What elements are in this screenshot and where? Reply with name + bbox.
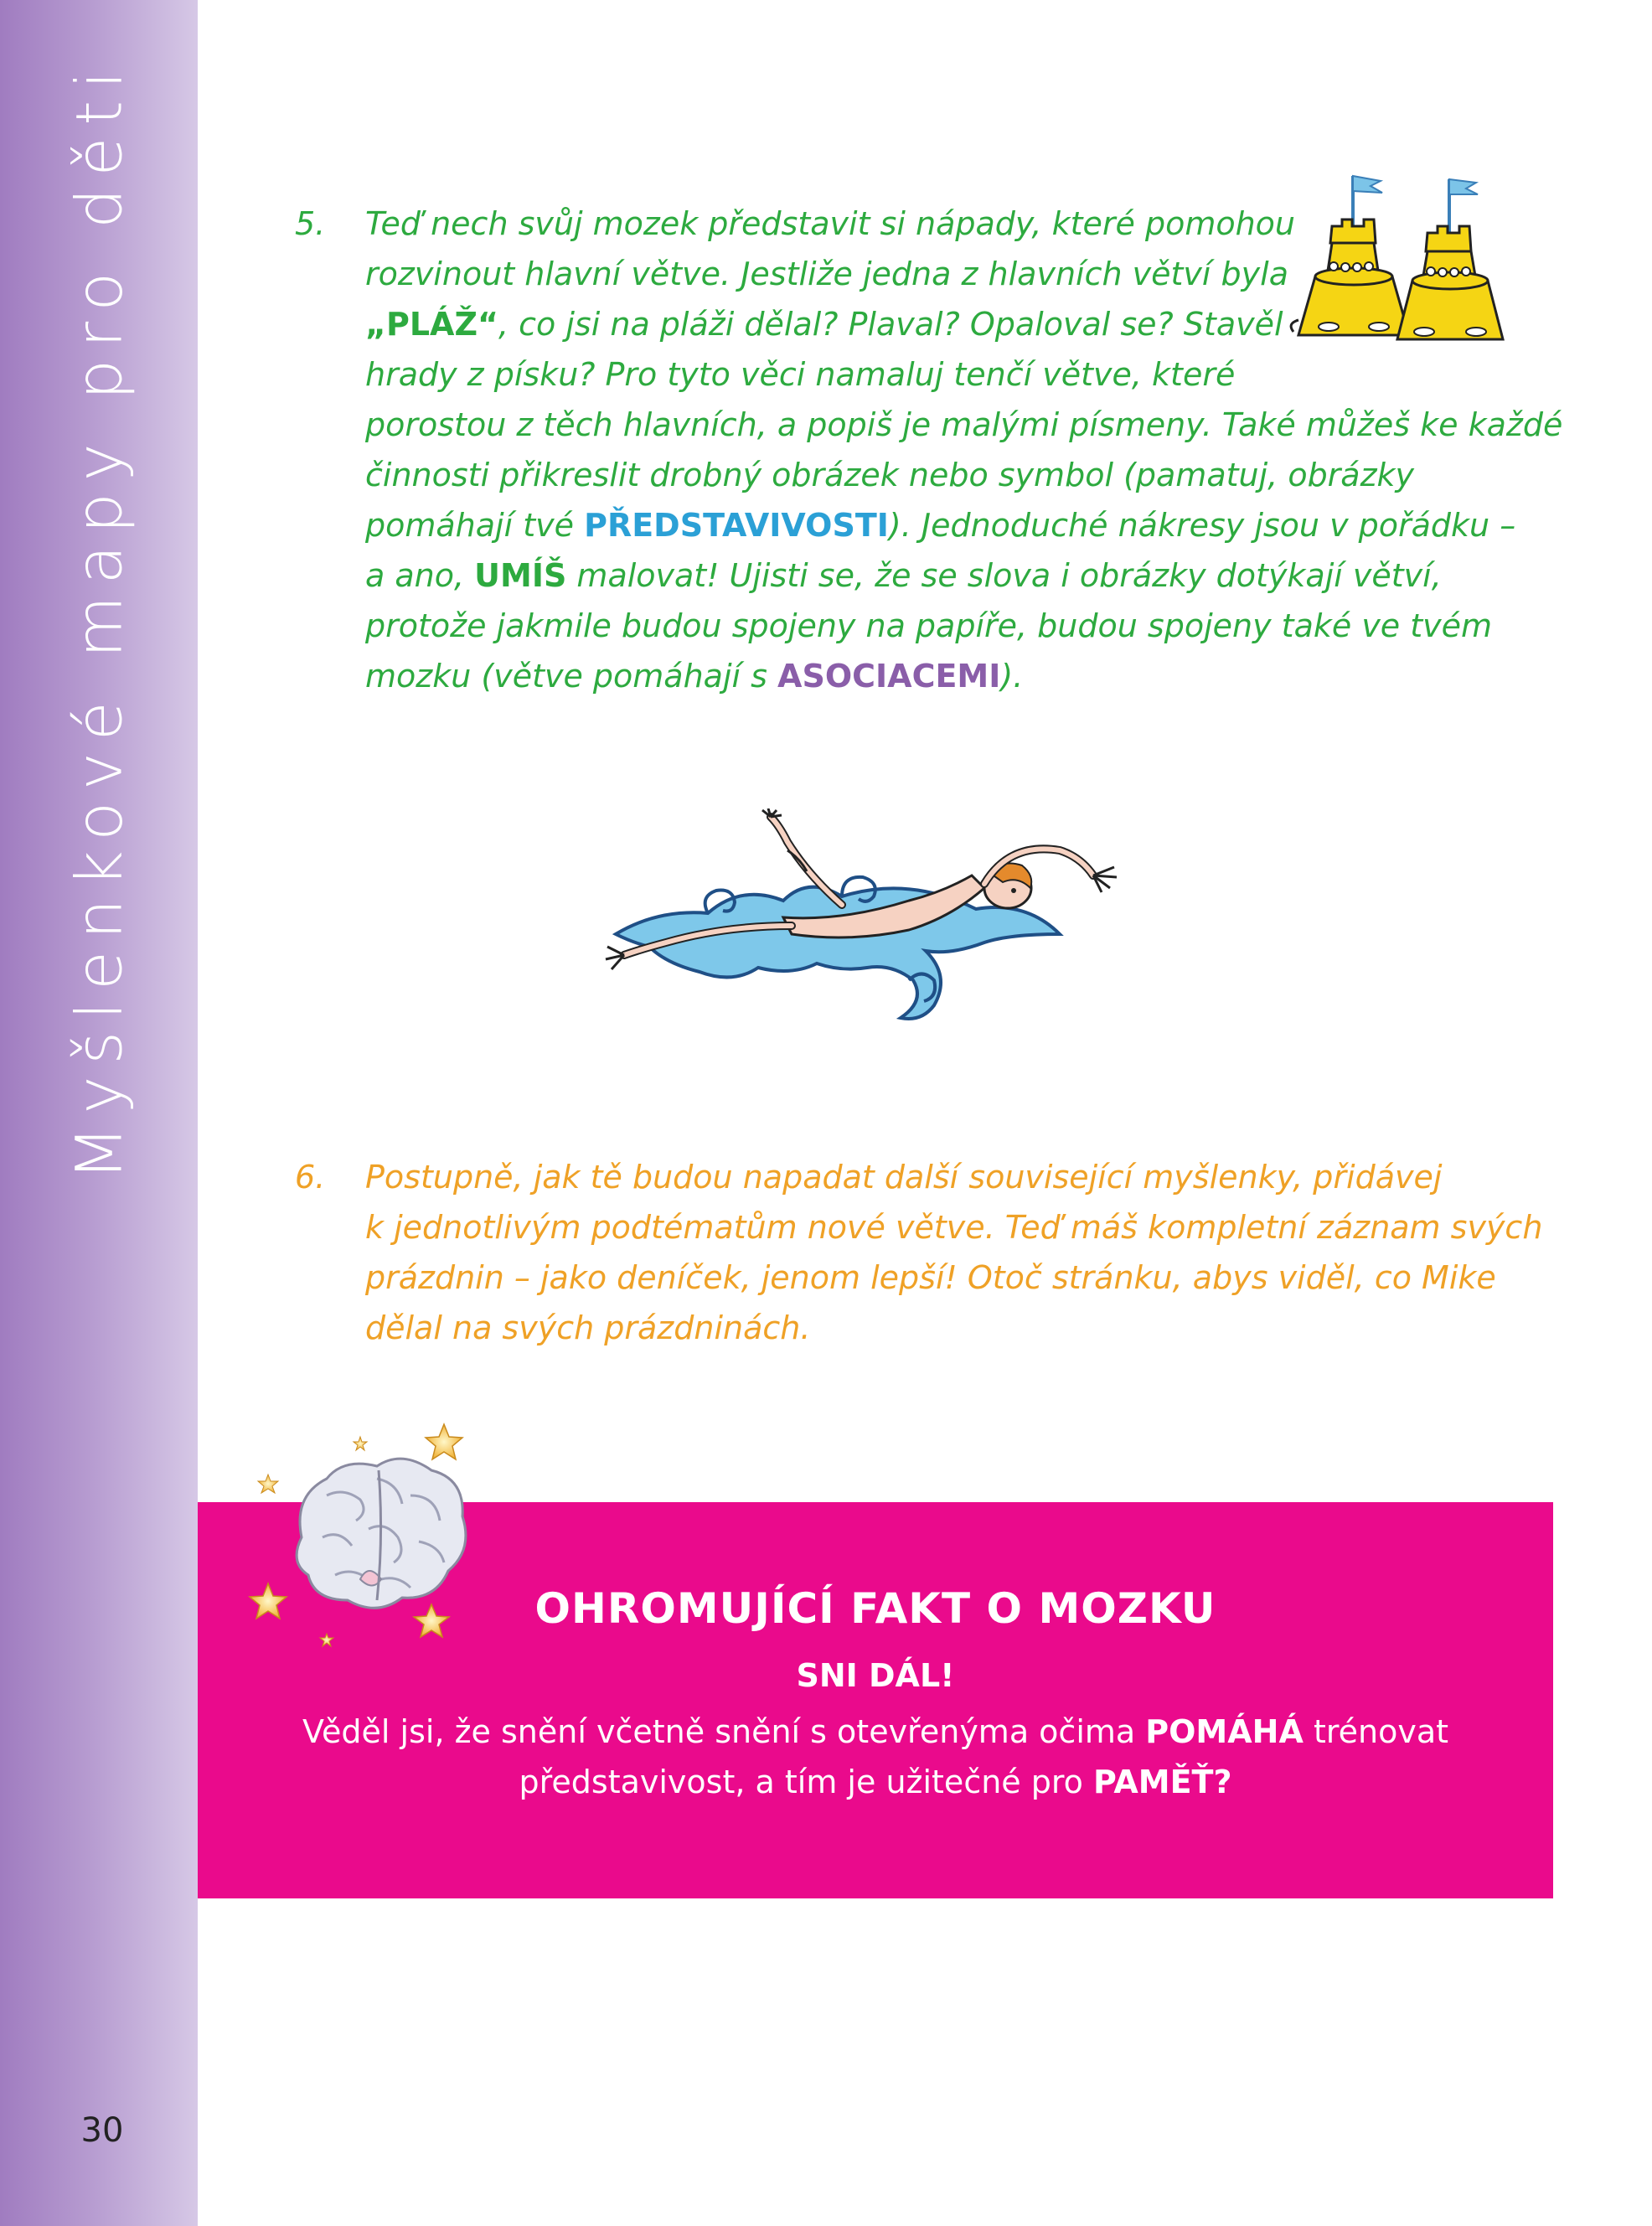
fact-subtitle: SNI DÁL! bbox=[796, 1657, 955, 1694]
text-line bbox=[365, 550, 1562, 601]
keyword-plaz: „PLÁŽ“ bbox=[365, 306, 498, 343]
step-number: 5. bbox=[295, 205, 326, 242]
keyword-predstavivosti: PŘEDSTAVIVOSTI bbox=[584, 507, 889, 544]
book-title-vertical: Myšlenkové mapy pro děti bbox=[61, 59, 137, 1181]
text-fragment: pomáhají tvé bbox=[365, 507, 585, 544]
step-6-text bbox=[365, 1152, 1542, 1353]
text-line: Postupně, jak tě budou napadat další související myšlenky, přidávej bbox=[365, 1159, 1443, 1196]
text-line bbox=[365, 500, 1562, 550]
text-fragment: malovat! Ujisti se, že se slova i obrázky dotýkají větví, bbox=[566, 557, 1442, 594]
keyword-umis: UMÍŠ bbox=[474, 557, 567, 594]
page-number: 30 bbox=[80, 2111, 124, 2150]
step-5-text bbox=[365, 199, 1562, 701]
text-fragment: a ano, bbox=[365, 557, 475, 594]
text-fragment: ). Jednoduché nákresy jsou v pořádku – bbox=[888, 507, 1516, 544]
text-line: činnosti přikreslit drobný obrázek nebo symbol (pamatuj, obrázky bbox=[365, 457, 1415, 493]
step-number: 6. bbox=[295, 1159, 326, 1196]
fact-line-2 bbox=[198, 1757, 1553, 1807]
keyword-asociacemi: ASOCIACEMI bbox=[777, 658, 1001, 695]
text-line: hrady z písku? Pro tyto věci namaluj tenčí větve, které bbox=[365, 356, 1236, 393]
sidebar bbox=[0, 0, 198, 2226]
text-line: rozvinout hlavní větve. Jestliže jedna z hlavních větví byla bbox=[365, 256, 1288, 292]
text-fragment: , co jsi na pláži dělal? Plaval? Opaloval se? Stavěl bbox=[498, 306, 1283, 343]
swimmer-icon bbox=[591, 808, 1143, 1039]
text-fragment: trénovat bbox=[1303, 1713, 1449, 1750]
text-fragment: Věděl jsi, že snění včetně snění s otevřenýma očima bbox=[302, 1713, 1146, 1750]
text-line: Teď nech svůj mozek představit si nápady, které pomohou bbox=[365, 205, 1295, 242]
text-line: protože jakmile budou spojeny na papíře, budou spojeny také ve tvém bbox=[365, 607, 1493, 644]
text-line: dělal na svých prázdninách. bbox=[365, 1309, 811, 1346]
text-line: k jednotlivým podtématům nové větve. Teď máš kompletní záznam svých bbox=[365, 1209, 1543, 1246]
text-line: prázdnin – jako deníček, jenom lepší! Otoč stránku, abys viděl, co Mike bbox=[365, 1259, 1496, 1296]
text-line bbox=[365, 651, 1562, 701]
text-fragment: ). bbox=[1000, 658, 1024, 695]
text-line: porostou z těch hlavních, a popiš je malými písmeny. Také můžeš ke každé bbox=[365, 406, 1563, 443]
keyword-pomaha: POMÁHÁ bbox=[1145, 1713, 1304, 1750]
text-fragment: představivost, a tím je užitečné pro bbox=[519, 1764, 1093, 1800]
fact-body bbox=[198, 1707, 1553, 1807]
text-fragment: mozku (větve pomáhají s bbox=[365, 658, 778, 695]
fact-title: OHROMUJÍCÍ FAKT O MOZKU bbox=[534, 1584, 1216, 1633]
text-line bbox=[365, 299, 1562, 349]
keyword-pamet: PAMĚŤ? bbox=[1093, 1764, 1232, 1800]
fact-line-1 bbox=[198, 1707, 1553, 1757]
brain-stars-icon bbox=[243, 1412, 519, 1663]
